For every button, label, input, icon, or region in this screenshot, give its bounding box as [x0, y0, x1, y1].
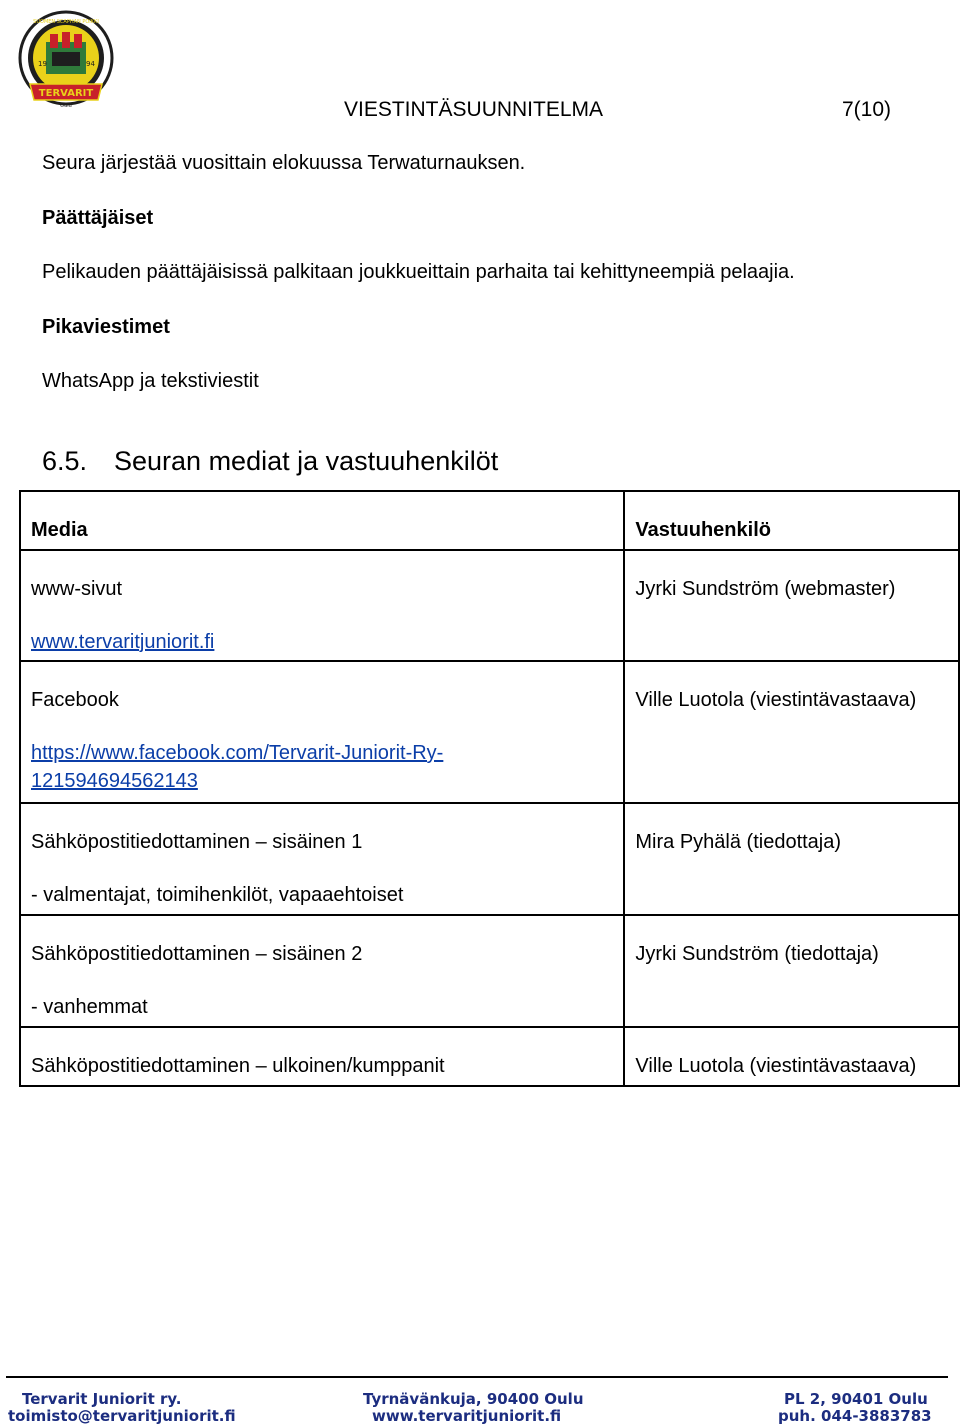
column-header-media: Media	[31, 519, 88, 541]
media-name: Sähköpostitiedottaminen – sisäinen 2	[31, 943, 363, 965]
footer-divider	[6, 1376, 948, 1378]
media-table	[19, 490, 960, 1087]
svg-text:Oulu: Oulu	[60, 103, 72, 109]
responsible-person: Ville Luotola (viestintävastaava)	[635, 1055, 917, 1077]
paragraph-pikaviestimet: WhatsApp ja tekstiviestit	[42, 370, 259, 392]
footer-phone: puh. 044-3883783	[778, 1407, 932, 1425]
table-row	[20, 915, 959, 1027]
paragraph-terwaturnaus: Seura järjestää vuosittain elokuussa Terwaturnauksen.	[42, 152, 526, 174]
facebook-link[interactable]: https://www.facebook.com/Tervarit-Juniorit-Ry-	[31, 742, 444, 764]
section-heading	[42, 446, 498, 477]
svg-text:94: 94	[86, 60, 95, 68]
footer-org-name: Tervarit Juniorit ry.	[22, 1390, 182, 1408]
media-audience: - vanhemmat	[31, 996, 148, 1018]
responsible-person: Jyrki Sundström (tiedottaja)	[635, 943, 879, 965]
page-number: 7(10)	[842, 98, 892, 121]
media-name: Sähköpostitiedottaminen – ulkoinen/kumppanit	[31, 1055, 445, 1077]
media-name: www-sivut	[31, 578, 123, 600]
section-title: Seuran mediat ja vastuuhenkilöt	[114, 446, 499, 476]
website-link[interactable]: www.tervaritjuniorit.fi	[31, 631, 215, 653]
media-name: Facebook	[31, 689, 119, 711]
footer-email[interactable]: toimisto@tervaritjuniorit.fi	[8, 1407, 236, 1425]
media-name: Sähköpostitiedottaminen – sisäinen 1	[31, 831, 363, 853]
subheading-pikaviestimet: Pikaviestimet	[42, 316, 170, 338]
responsible-person: Jyrki Sundström (webmaster)	[635, 578, 896, 600]
media-audience: - valmentajat, toimihenkilöt, vapaaehtoiset	[31, 884, 404, 906]
svg-text:19: 19	[38, 60, 47, 68]
footer-website[interactable]: www.tervaritjuniorit.fi	[372, 1407, 562, 1425]
column-header-person: Vastuuhenkilö	[635, 519, 771, 541]
table-header-row	[20, 491, 959, 550]
facebook-link-continued[interactable]: 121594694562143	[31, 770, 198, 792]
subheading-paattajaiset: Päättäjäiset	[42, 207, 154, 229]
footer-organization	[22, 1391, 181, 1408]
table-row	[20, 661, 959, 803]
footer-street-address: Tyrnävänkuja, 90400 Oulu	[363, 1390, 584, 1408]
table-row	[20, 803, 959, 915]
document-title: VIESTINTÄSUUNNITELMA	[344, 98, 604, 121]
table-row	[20, 1027, 959, 1086]
table-row	[20, 550, 959, 661]
responsible-person: Ville Luotola (viestintävastaava)	[635, 689, 917, 711]
responsible-person: Mira Pyhälä (tiedottaja)	[635, 831, 842, 853]
svg-text:SUOMEN SCAPHAN POIKKI: SUOMEN SCAPHAN POIKKI	[33, 19, 99, 25]
section-number: 6.5.	[42, 446, 88, 476]
footer-postal-address: PL 2, 90401 Oulu	[784, 1390, 928, 1408]
svg-text:TERVARIT: TERVARIT	[38, 88, 94, 99]
club-logo	[14, 10, 118, 110]
paragraph-paattajaiset: Pelikauden päättäjäisissä palkitaan joukkueittain parhaita tai kehittyneempiä pelaajia.	[42, 261, 795, 283]
